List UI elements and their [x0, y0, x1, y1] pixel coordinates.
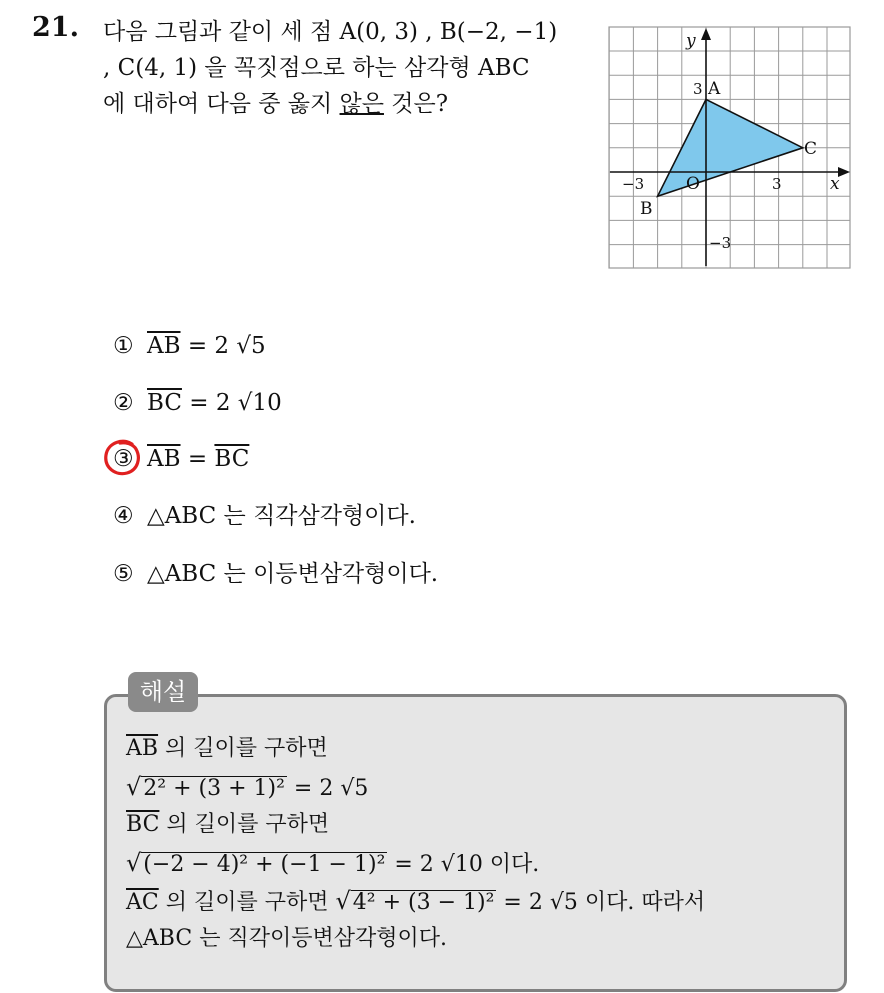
question-text — [103, 14, 593, 122]
solution-line-6: △ABC 는 직각이등변삼각형이다. — [126, 926, 447, 951]
solution-line-1: $\overline{AB}$ 의 길이를 구하면 — [126, 736, 328, 761]
tick-y-pos: 3 — [693, 80, 703, 98]
tick-x-neg: −3 — [622, 175, 645, 193]
coordinate-graph — [608, 26, 852, 270]
point-label-b: B — [640, 199, 653, 219]
tick-y-neg: −3 — [709, 234, 732, 252]
choice-4[interactable]: ④ △ABC 는 직각삼각형이다. — [113, 503, 416, 529]
origin-label: O — [686, 174, 700, 194]
solution-body — [126, 730, 705, 958]
x-axis-label: x — [830, 174, 840, 194]
point-label-c: C — [804, 139, 818, 159]
choice-5[interactable]: ⑤ △ABC 는 이등변삼각형이다. — [113, 561, 439, 587]
question-line-1: 다음 그림과 같이 세 점 A(0, 3) , B(−2, −1) — [103, 19, 558, 45]
question-line-2: , C(4, 1) 을 꼭짓점으로 하는 삼각형 ABC — [103, 55, 530, 81]
solution-line-2: √2² + (3 + 1)² = 2 √5 — [126, 773, 369, 801]
choice-2[interactable]: ② $\overline{BC} = 2$ √10 — [113, 390, 282, 416]
choice-1[interactable]: ① $\overline{AB} = 2$ √5 — [113, 333, 266, 359]
point-label-a: A — [708, 79, 721, 99]
tick-x-pos: 3 — [772, 175, 782, 193]
solution-line-3: $\overline{BC}$ 의 길이를 구하면 — [126, 812, 330, 837]
answer-circle-mark-icon — [102, 438, 142, 478]
question-number: 21. — [32, 12, 79, 43]
y-axis-label: y — [686, 31, 696, 51]
choice-3[interactable]: ③ $\overline{AB} = \overline{BC}$ — [113, 446, 250, 472]
underlined-word: 않은 — [339, 91, 384, 117]
solution-line-4: √(−2 − 4)² + (−1 − 1)² = 2 √10 이다. — [126, 849, 540, 877]
question-line-3: 에 대하여 다음 중 옳지 않은 것은? — [103, 91, 449, 117]
solution-tag: 해설 — [128, 672, 198, 712]
solution-line-5: $\overline{AC}$ 의 길이를 구하면 √4² + (3 − 1)² = 2 √5 이다. 따라서 — [126, 887, 706, 915]
